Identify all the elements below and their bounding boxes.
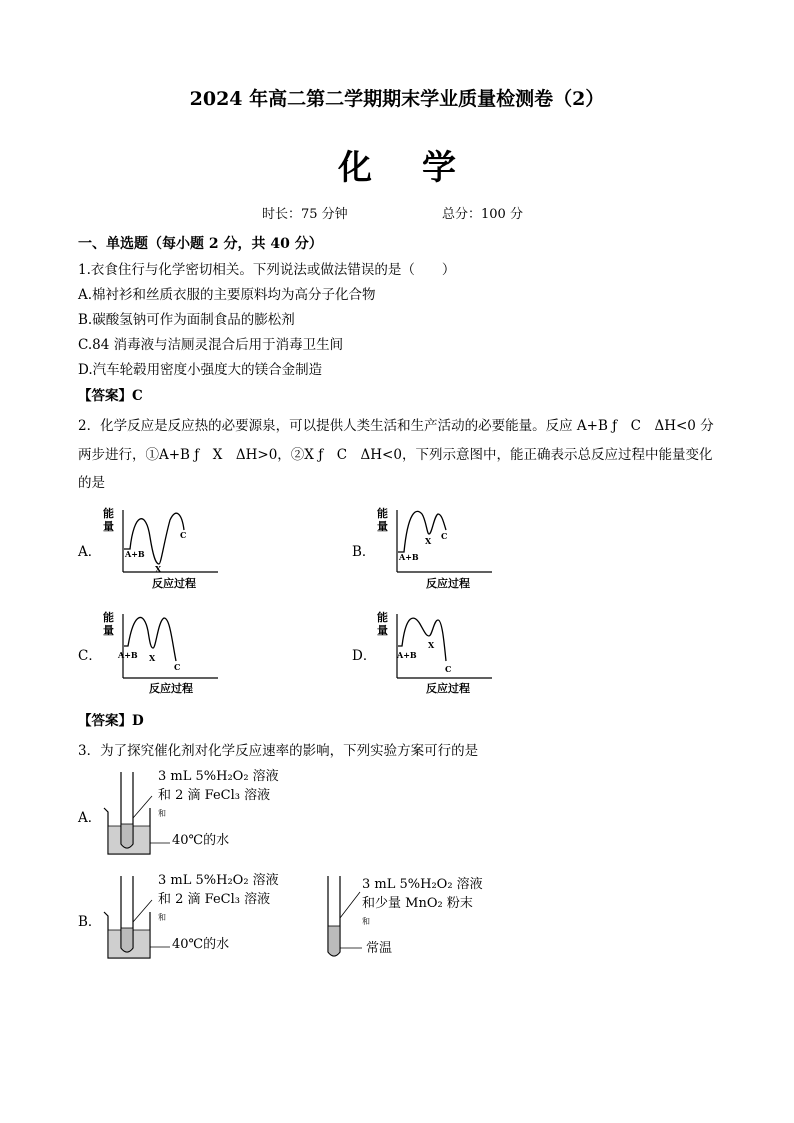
x-label: 反应过程 (149, 682, 193, 695)
question-2-line3: 的是 (78, 475, 105, 491)
total-score-text: 总分：100 分 (442, 207, 523, 222)
q2-option-b-letter: B． (352, 544, 376, 560)
subject-title: 化学 (338, 148, 506, 188)
label-product: C (441, 531, 448, 541)
q3-option-a-letter: A． (78, 810, 102, 826)
q1-option-d: D.汽车轮毂用密度小强度大的镁合金制造 (78, 362, 323, 378)
reagent-line-1: 3 mL 5%H₂O₂ 溶液 (362, 877, 483, 892)
label-product: C (180, 530, 187, 540)
q1-option-b: B.碳酸氢钠可作为面制食品的膨松剂 (78, 312, 295, 328)
q2-option-a-letter: A． (78, 544, 102, 560)
y-label-1: 能 (103, 611, 114, 624)
duration-text: 时长：75 分钟 (262, 207, 348, 222)
q2-answer: 【答案】D (78, 713, 144, 729)
q1-option-a: A.棉衬衫和丝质衣服的主要原料均为高分子化合物 (78, 287, 376, 303)
y-label-1: 能 (377, 507, 388, 520)
q1-option-c: C.84 消毒液与洁厕灵混合后用于消毒卫生间 (78, 337, 344, 353)
q2-graph-c (100, 606, 230, 696)
y-label-2: 量 (103, 520, 114, 533)
q3-option-b-letter: B． (78, 914, 102, 930)
label-product: C (174, 662, 181, 672)
temperature-label: 常温 (366, 941, 393, 956)
q3-apparatus-a (100, 766, 340, 862)
question-2-line2: 两步进行，①A+B ƒ X ΔH>0，②X ƒ C ΔH<0，下列示意图中，能正确表示总反应过程中能量变化 (78, 447, 713, 463)
label-product: C (445, 664, 452, 674)
reagent-small-note: 和 (362, 917, 370, 926)
water-bath-label: 40℃的水 (172, 937, 230, 952)
label-reactants: A+B (399, 552, 419, 562)
y-label-1: 能 (377, 611, 388, 624)
paper-title: 2024 年高二第二学期期末学业质量检测卷（2） (189, 88, 605, 110)
reagent-line-2: 和 2 滴 FeCl₃ 溶液 (158, 788, 271, 803)
reagent-line-2: 和 2 滴 FeCl₃ 溶液 (158, 892, 271, 907)
q2-graph-a (100, 502, 230, 592)
x-label: 反应过程 (426, 682, 470, 695)
question-2-line1: 2．化学反应是反应热的必要源泉，可以提供人类生活和生产活动的必要能量。反应 A+B ƒ C ΔH<0 分 (78, 418, 714, 434)
label-intermediate: X (149, 653, 156, 663)
reagent-small-note: 和 (158, 809, 166, 818)
label-intermediate: X (428, 640, 435, 650)
water-bath-label: 40℃的水 (172, 833, 230, 848)
energy-curve (398, 511, 446, 552)
y-label-2: 量 (103, 624, 114, 637)
question-1-stem: 1.衣食住行与化学密切相关。下列说法或做法错误的是（ ） (78, 262, 456, 278)
reagent-line-1: 3 mL 5%H₂O₂ 溶液 (158, 873, 279, 888)
q3-apparatus-b-right (322, 870, 502, 966)
reagent-line-1: 3 mL 5%H₂O₂ 溶液 (158, 769, 279, 784)
label-reactants: A+B (125, 549, 145, 559)
y-label-2: 量 (377, 520, 388, 533)
q2-graph-d (374, 606, 504, 696)
x-label: 反应过程 (152, 577, 196, 590)
y-label-1: 能 (103, 507, 114, 520)
q2-option-c-letter: C． (78, 648, 102, 664)
y-label-2: 量 (377, 624, 388, 637)
reagent-line-2: 和少量 MnO₂ 粉末 (362, 896, 473, 911)
label-reactants: A+B (118, 650, 138, 660)
reagent-small-note: 和 (158, 913, 166, 922)
question-3-stem: 3．为了探究催化剂对化学反应速率的影响，下列实验方案可行的是 (78, 743, 479, 759)
q2-option-d-letter: D． (352, 648, 377, 664)
q2-graph-b (374, 502, 504, 592)
label-intermediate: X (425, 536, 432, 546)
label-reactants: A+B (397, 650, 417, 660)
q3-apparatus-b-left (100, 870, 340, 966)
x-label: 反应过程 (426, 577, 470, 590)
label-intermediate: X (155, 564, 162, 574)
section-heading: 一、单选题（每小题 2 分，共 40 分） (78, 236, 323, 252)
q1-answer: 【答案】C (78, 388, 143, 404)
